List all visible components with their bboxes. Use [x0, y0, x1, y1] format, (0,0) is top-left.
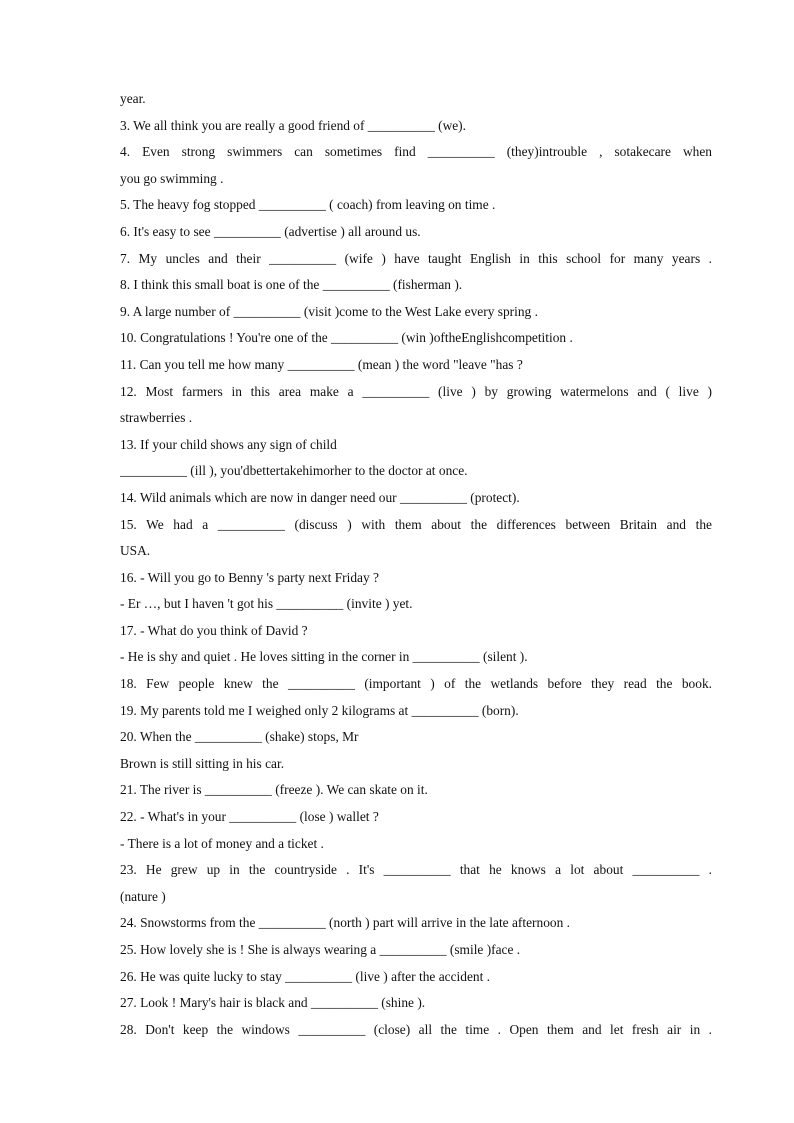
exercise-text — [120, 88, 712, 1045]
text-line: 10. Congratulations ! You're one of the __________ (win )oftheEnglishcompetition . — [120, 330, 573, 346]
text-line: 3. We all think you are really a good friend of __________ (we). — [120, 117, 466, 133]
text-line: strawberries . — [120, 410, 193, 426]
text-line: - He is shy and quiet . He loves sitting in the corner in __________ (silent ). — [120, 649, 528, 665]
text-line: 25. How lovely she is ! She is always wearing a __________ (smile )face . — [120, 942, 521, 957]
text-line: you go swimming . — [120, 170, 224, 186]
text-line: year. — [120, 91, 146, 106]
text-line: 6. It's easy to see __________ (advertise ) all around us. — [120, 223, 421, 239]
text-line: (nature ) — [120, 888, 166, 904]
text-line: 24. Snowstorms from the __________ (north ) part will arrive in the late afternoon . — [120, 915, 570, 931]
text-line: 12. Most farmers in this area make a __________ (live ) by growing watermelons and ( live ) — [120, 383, 712, 399]
text-line: 15. We had a __________ (discuss ) with them about the differences between Britain and the — [120, 516, 712, 532]
text-line: 11. Can you tell me how many __________ (mean ) the word "leave "has ? — [120, 356, 523, 372]
text-line: 5. The heavy fog stopped __________ ( coach) from leaving on time . — [120, 197, 496, 213]
text-line: __________ (ill ), you'dbettertakehimorher to the doctor at once. — [120, 463, 468, 479]
text-line: 23. He grew up in the countryside . It's __________ that he knows a lot about __________ . — [120, 862, 712, 878]
text-line: Brown is still sitting in his car. — [120, 755, 285, 771]
text-line: 22. - What's in your __________ (lose ) wallet ? — [120, 809, 379, 825]
text-line: - There is a lot of money and a ticket . — [120, 835, 324, 851]
text-line: - Er …, but I haven 't got his __________ (invite ) yet. — [120, 596, 413, 612]
text-line: 7. My uncles and their __________ (wife ) have taught English in this school for many years . — [120, 250, 712, 266]
text-line: 14. Wild animals which are now in danger need our __________ (protect). — [120, 489, 520, 505]
text-line: 9. A large number of __________ (visit )come to the West Lake every spring . — [120, 303, 538, 319]
text-line: USA. — [120, 543, 151, 559]
text-line: 21. The river is __________ (freeze ). We can skate on it. — [120, 782, 428, 798]
text-line: 17. - What do you think of David ? — [120, 622, 308, 638]
text-line: 8. I think this small boat is one of the __________ (fisherman ). — [120, 277, 463, 293]
text-line: 19. My parents told me I weighed only 2 kilograms at __________ (born). — [120, 702, 519, 718]
text-line: 4. Even strong swimmers can sometimes find __________ (they)introuble , sotakecare when — [120, 144, 712, 160]
text-line: 27. Look ! Mary's hair is black and __________ (shine ). — [120, 995, 426, 1011]
text-line: 18. Few people knew the __________ (important ) of the wetlands before they read the book. — [120, 676, 712, 692]
text-line: 13. If your child shows any sign of child — [120, 436, 337, 452]
text-line: 16. - Will you go to Benny 's party next Friday ? — [120, 569, 379, 585]
text-line: 20. When the __________ (shake) stops, Mr — [120, 729, 359, 745]
text-line: 26. He was quite lucky to stay __________ (live ) after the accident . — [120, 968, 490, 984]
text-line: 28. Don't keep the windows __________ (close) all the time . Open them and let fresh air in . — [120, 1021, 712, 1037]
